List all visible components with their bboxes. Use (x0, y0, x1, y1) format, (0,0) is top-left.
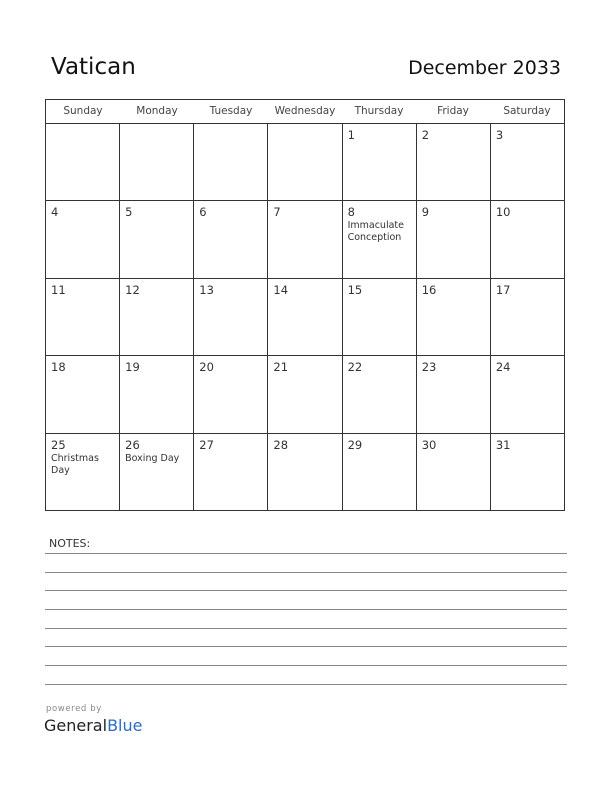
day-cell (343, 124, 417, 200)
notes-line (45, 609, 567, 610)
weekday-header-row (46, 100, 564, 124)
day-number: 24 (495, 360, 511, 375)
day-number: 4 (51, 205, 59, 220)
day-cell (120, 201, 194, 277)
day-cell (268, 124, 342, 200)
holiday-label: Christmas Day (51, 452, 99, 476)
day-cell (417, 201, 491, 277)
weekday-sunday: Sunday (63, 105, 103, 117)
day-cell (491, 279, 564, 355)
day-number: 9 (421, 205, 430, 220)
generalblue-logo[interactable] (44, 716, 142, 735)
week-row (46, 124, 564, 201)
day-cell (268, 434, 342, 511)
month-title: December 2033 (408, 57, 561, 79)
day-number: 25 (51, 437, 66, 452)
holiday-label: Immaculate Conception (347, 220, 404, 244)
day-number: 16 (421, 282, 437, 297)
day-cell (343, 201, 417, 277)
week-row (46, 279, 564, 356)
day-cell (120, 124, 194, 200)
notes-line (45, 572, 567, 573)
day-number: 12 (125, 282, 140, 297)
day-number: 20 (199, 360, 214, 375)
day-cell (268, 201, 342, 277)
day-cell (417, 279, 491, 355)
day-cell (343, 434, 417, 511)
powered-by-text: powered by (46, 704, 102, 714)
day-cell (343, 279, 417, 355)
day-cell (491, 201, 564, 277)
brand-general: General (44, 716, 108, 735)
day-cell (194, 124, 268, 200)
notes-line (45, 665, 567, 666)
day-cell (343, 356, 417, 432)
weekday-friday: Friday (437, 105, 469, 117)
day-cell (194, 279, 268, 355)
day-number: 5 (125, 205, 133, 220)
day-cell (46, 279, 120, 355)
day-number: 22 (347, 360, 363, 375)
day-cell (46, 356, 120, 432)
day-number: 31 (495, 437, 511, 452)
day-cell (46, 201, 120, 277)
day-cell (417, 124, 491, 200)
day-cell (46, 434, 120, 511)
day-number: 27 (199, 437, 214, 452)
day-cell (194, 434, 268, 511)
brand-blue: Blue (107, 716, 143, 735)
weekday-monday: Monday (136, 105, 178, 117)
day-number: 1 (347, 128, 355, 142)
day-cell (268, 279, 342, 355)
day-number: 30 (421, 437, 437, 452)
day-number: 23 (421, 360, 437, 375)
day-cell (268, 356, 342, 432)
notes-line (45, 553, 567, 554)
notes-line (45, 684, 567, 685)
day-number: 11 (51, 282, 66, 297)
day-cell (491, 124, 564, 200)
country-title: Vatican (51, 54, 136, 80)
day-cell (120, 434, 194, 511)
day-cell (491, 434, 564, 511)
notes-label: NOTES: (49, 537, 91, 550)
day-cell (417, 434, 491, 511)
day-number: 3 (495, 128, 504, 142)
day-number: 28 (273, 437, 289, 452)
weekday-thursday: Thursday (354, 105, 404, 117)
week-row (46, 434, 564, 511)
day-number: 14 (273, 282, 289, 297)
day-number: 13 (199, 282, 214, 297)
day-number: 26 (125, 437, 140, 452)
notes-line (45, 628, 567, 629)
notes-line (45, 590, 567, 591)
weekday-saturday: Saturday (503, 105, 551, 117)
calendar-grid (45, 99, 565, 511)
day-cell (194, 201, 268, 277)
day-cell (120, 279, 194, 355)
day-number: 6 (199, 205, 207, 220)
week-row (46, 201, 564, 278)
day-number: 2 (421, 128, 430, 142)
day-cell (417, 356, 491, 432)
holiday-label: Boxing Day (125, 452, 180, 464)
day-number: 8 (347, 205, 355, 220)
day-number: 7 (273, 205, 281, 220)
day-cell (194, 356, 268, 432)
week-row (46, 356, 564, 433)
weekday-wednesday: Wednesday (274, 105, 336, 117)
day-number: 18 (51, 360, 66, 375)
notes-line (45, 646, 567, 647)
day-cell (120, 356, 194, 432)
day-number: 10 (495, 205, 511, 220)
day-number: 17 (495, 282, 511, 297)
day-cell (491, 356, 564, 432)
day-number: 29 (347, 437, 363, 452)
day-number: 19 (125, 360, 140, 375)
day-number: 21 (273, 360, 289, 375)
day-cell (46, 124, 120, 200)
weekday-tuesday: Tuesday (209, 105, 253, 117)
day-number: 15 (347, 282, 363, 297)
